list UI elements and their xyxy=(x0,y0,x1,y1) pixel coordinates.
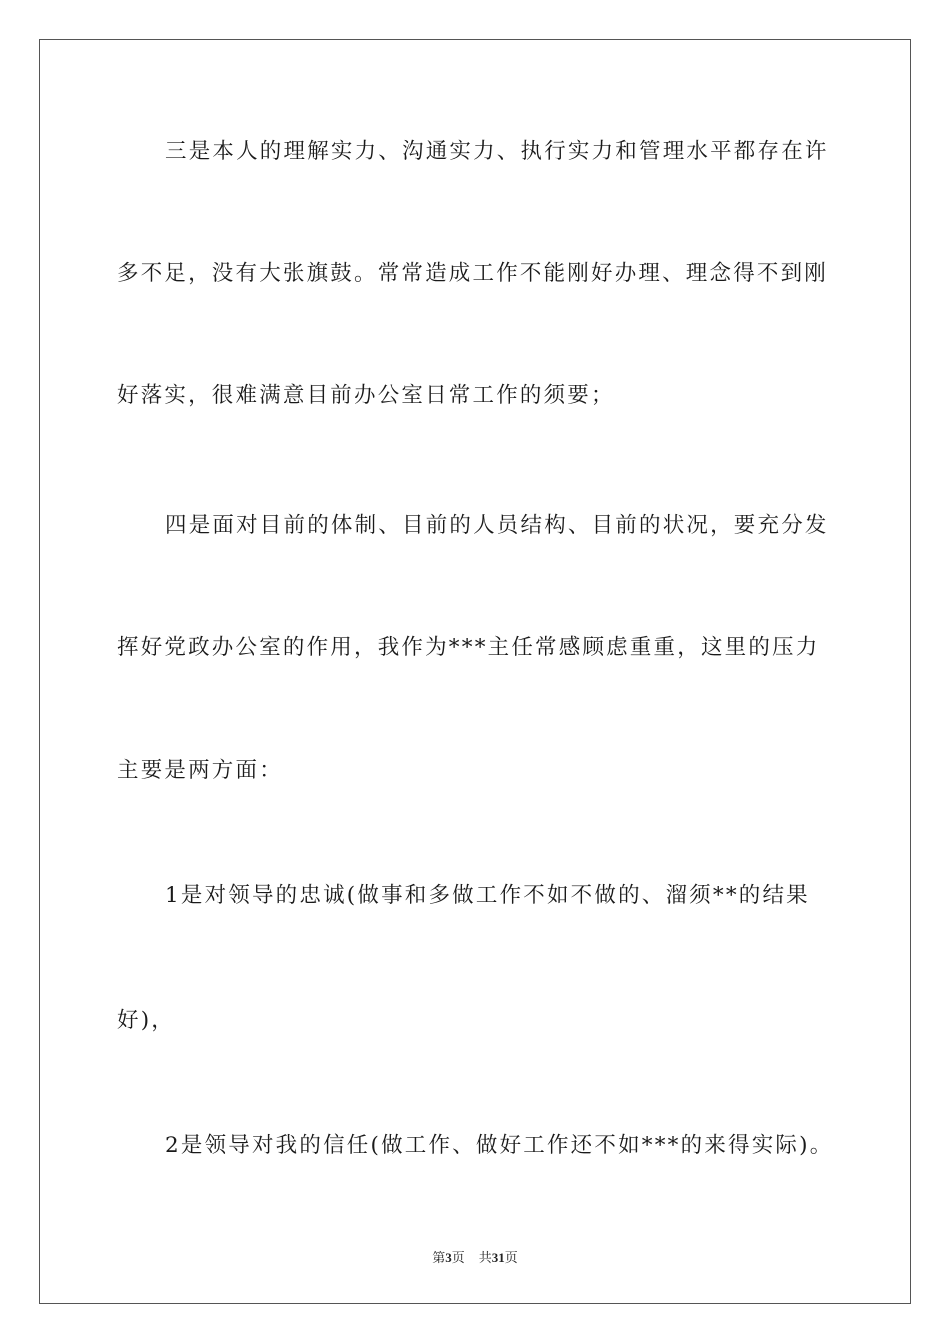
footer-total-prefix: 共 xyxy=(478,1250,492,1265)
page-frame xyxy=(39,39,911,1304)
footer-total-pages: 31 xyxy=(491,1250,505,1265)
page-footer xyxy=(0,1247,950,1266)
item-1-line-1: 1是对领导的忠诚(做事和多做工作不如不做的、溜须**的结果 xyxy=(165,883,810,908)
paragraph-3-line-2: 多不足，没有大张旗鼓。常常造成工作不能刚好办理、理念得不到刚 xyxy=(117,261,829,286)
paragraph-3-line-1: 三是本人的理解实力、沟通实力、执行实力和管理水平都存在许 xyxy=(165,139,829,164)
footer-page-number: 3 xyxy=(445,1250,452,1265)
footer-total-suffix: 页 xyxy=(504,1250,518,1265)
item-1-line-2: 好)， xyxy=(117,1008,175,1033)
paragraph-4-line-1: 四是面对目前的体制、目前的人员结构、目前的状况，要充分发 xyxy=(165,513,829,538)
paragraph-4-line-3: 主要是两方面： xyxy=(117,758,283,783)
item-2-line-1: 2是领导对我的信任(做工作、做好工作还不如***的来得实际)。 xyxy=(165,1133,834,1158)
footer-page-suffix: 页 xyxy=(451,1250,465,1265)
footer-page-prefix: 第 xyxy=(432,1250,446,1265)
paragraph-3-line-3: 好落实，很难满意目前办公室日常工作的须要； xyxy=(117,383,615,408)
paragraph-4-line-2: 挥好党政办公室的作用，我作为***主任常感顾虑重重，这里的压力 xyxy=(117,635,820,660)
